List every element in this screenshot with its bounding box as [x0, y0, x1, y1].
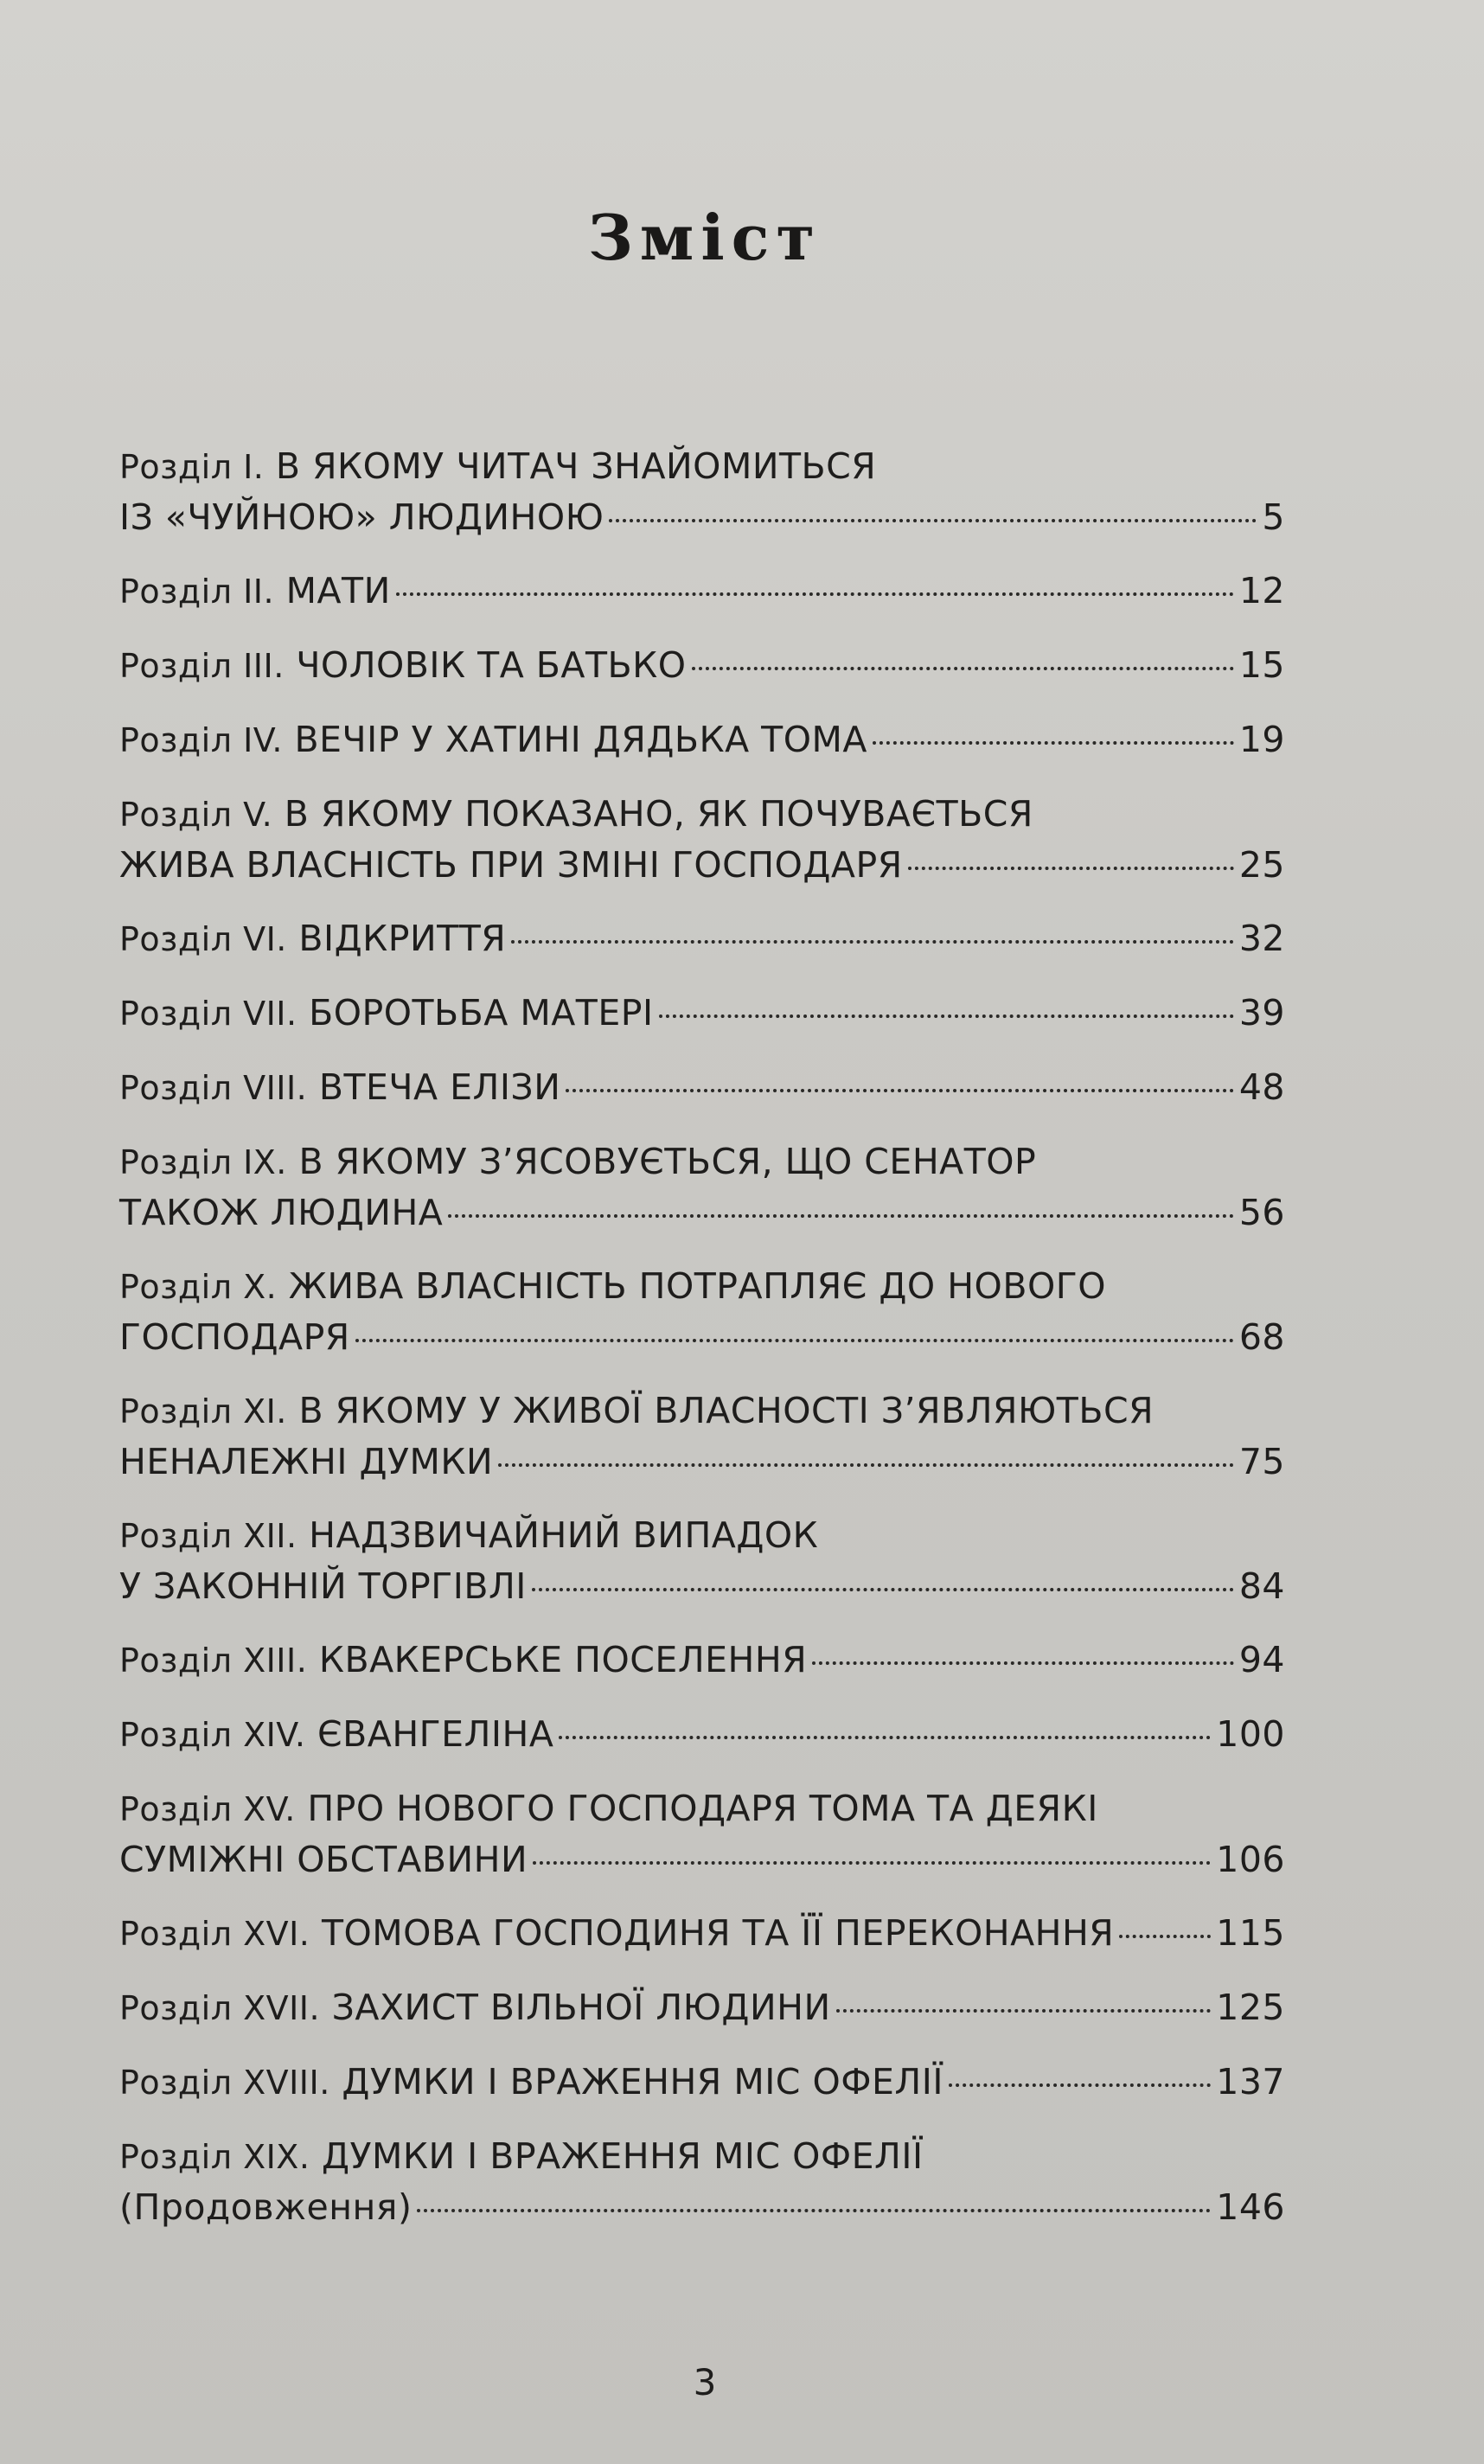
dot-leader [355, 1339, 1234, 1342]
toc-entry-title [119, 840, 903, 890]
toc-entry-line: ТАКОЖ ЛЮДИНА [119, 1192, 444, 1233]
toc-entry [119, 640, 1285, 691]
toc-entry-title [119, 793, 1033, 835]
toc-entry-prefix: Розділ XI. [119, 1392, 287, 1430]
toc-entry-last-line [119, 840, 1285, 890]
toc-entry-line: ДУМКИ І ВРАЖЕННЯ МІС ОФЕЛІЇ [321, 2135, 924, 2177]
toc-entry-title [119, 1709, 553, 1760]
toc-entry-line: ГОСПОДАРЯ [119, 1316, 350, 1358]
table-of-contents [119, 441, 1285, 2256]
toc-entry-page: 25 [1238, 844, 1285, 886]
toc-entry-last-line [119, 492, 1285, 542]
toc-entry-title [119, 640, 687, 691]
toc-entry [119, 1635, 1285, 1686]
toc-entry-line: (Продовження) [119, 2186, 413, 2228]
toc-entry-title [119, 1514, 818, 1556]
toc-entry [119, 1386, 1285, 1487]
toc-entry-title [119, 988, 654, 1039]
toc-entry [119, 441, 1285, 542]
dot-leader [566, 1089, 1233, 1092]
toc-entry-prefix: Розділ VII. [119, 995, 297, 1033]
toc-entry-last-line [119, 1561, 1285, 1611]
dot-leader [559, 1736, 1211, 1739]
toc-entry-line: ВЕЧІР У ХАТИНІ ДЯДЬКА ТОМА [294, 719, 867, 760]
toc-entry-title [119, 1635, 807, 1686]
toc-entry-page: 39 [1238, 992, 1285, 1034]
toc-entry-prefix: Розділ XII. [119, 1517, 297, 1555]
toc-entry-last-line [119, 1982, 1285, 2033]
toc-entry-line: БОРОТЬБА МАТЕРІ [309, 992, 654, 1034]
toc-entry [119, 1709, 1285, 1760]
toc-entry-last-line [119, 566, 1285, 617]
toc-entry-line: ВТЕЧА ЕЛІЗИ [318, 1066, 561, 1108]
toc-entry-title [119, 1437, 493, 1487]
toc-entry-last-line [119, 640, 1285, 691]
toc-entry-line: ЖИВА ВЛАСНІСТЬ ПРИ ЗМІНІ ГОСПОДАРЯ [119, 844, 903, 886]
dot-leader [533, 1861, 1211, 1865]
toc-entry-prefix: Розділ IV. [119, 721, 283, 759]
page-title: Зміст [587, 201, 822, 274]
toc-entry [119, 988, 1285, 1039]
toc-entry-page: 137 [1216, 2061, 1285, 2102]
toc-entry-last-line [119, 1312, 1285, 1362]
toc-entry-last-line [119, 1635, 1285, 1686]
toc-entry-line: ВІДКРИТТЯ [298, 918, 507, 959]
toc-entry-last-line [119, 2182, 1285, 2232]
dot-leader [498, 1463, 1234, 1467]
toc-entry-page: 146 [1216, 2186, 1285, 2228]
toc-entry-last-line [119, 1062, 1285, 1113]
dot-leader [908, 867, 1234, 870]
toc-entry [119, 1261, 1285, 1362]
dot-leader [949, 2083, 1211, 2087]
toc-entry-line: ЧОЛОВІК ТА БАТЬКО [296, 644, 687, 686]
toc-entry-title [119, 1141, 1036, 1182]
toc-entry-line-row [119, 441, 1285, 492]
toc-entry-line: В ЯКОМУ З’ЯСОВУЄТЬСЯ, ЩО СЕНАТОР [298, 1141, 1037, 1182]
toc-entry-page: 12 [1238, 570, 1285, 611]
toc-entry [119, 789, 1285, 890]
toc-entry-title [119, 714, 867, 765]
toc-entry-line: ЖИВА ВЛАСНІСТЬ ПОТРАПЛЯЄ ДО НОВОГО [288, 1265, 1106, 1307]
toc-entry [119, 1783, 1285, 1885]
toc-entry [119, 2131, 1285, 2232]
toc-entry-title [119, 1312, 350, 1362]
toc-entry-line: НЕНАЛЕЖНІ ДУМКИ [119, 1441, 494, 1482]
toc-entry-title [119, 1788, 1098, 1829]
toc-entry-line-row [119, 1136, 1285, 1187]
toc-entry-title [119, 1834, 528, 1885]
toc-entry-line: В ЯКОМУ У ЖИВОЇ ВЛАСНОСТІ З’ЯВЛЯЮТЬСЯ [298, 1390, 1155, 1431]
toc-entry-title [119, 1265, 1106, 1307]
toc-entry-last-line [119, 1187, 1285, 1238]
toc-entry-line: В ЯКОМУ ПОКАЗАНО, ЯК ПОЧУВАЄТЬСЯ [284, 793, 1033, 835]
dot-leader [532, 1588, 1234, 1591]
toc-entry-prefix: Розділ X. [119, 1268, 278, 1306]
toc-entry-line: У ЗАКОННІЙ ТОРГІВЛІ [119, 1565, 527, 1607]
toc-entry-prefix: Розділ I. [119, 448, 265, 486]
toc-entry-last-line [119, 1709, 1285, 1760]
toc-entry-line: ДУМКИ І ВРАЖЕННЯ МІС ОФЕЛІЇ [342, 2061, 943, 2102]
toc-entry-title [119, 1062, 560, 1113]
toc-entry-last-line [119, 988, 1285, 1039]
toc-entry-page: 32 [1238, 918, 1285, 959]
toc-entry [119, 913, 1285, 964]
toc-entry-line-row [119, 2131, 1285, 2182]
toc-entry-line: МАТИ [285, 570, 391, 611]
toc-entry [119, 2057, 1285, 2108]
toc-entry-prefix: Розділ XVII. [119, 1989, 321, 2027]
toc-entry [119, 1908, 1285, 1959]
toc-entry-last-line [119, 714, 1285, 765]
toc-entry-prefix: Розділ XIV. [119, 1716, 306, 1754]
toc-entry-prefix: Розділ VIII. [119, 1069, 308, 1107]
toc-entry-last-line [119, 913, 1285, 964]
dot-leader [511, 940, 1234, 944]
toc-entry-title [119, 1187, 443, 1238]
toc-entry-page: 115 [1216, 1912, 1285, 1954]
dot-leader [873, 741, 1234, 745]
toc-entry-page: 94 [1238, 1639, 1285, 1680]
toc-entry-line: ЄВАНГЕЛІНА [317, 1713, 554, 1755]
toc-entry-prefix: Розділ XVI. [119, 1915, 310, 1953]
dot-leader [692, 667, 1234, 670]
toc-entry-line: ПРО НОВОГО ГОСПОДАРЯ ТОМА ТА ДЕЯКІ [307, 1788, 1098, 1829]
toc-entry-prefix: Розділ XVIII. [119, 2064, 330, 2102]
toc-entry-last-line [119, 1908, 1285, 1959]
toc-entry-title [119, 2182, 412, 2232]
toc-entry-prefix: Розділ XIII. [119, 1642, 308, 1680]
toc-entry-page: 56 [1238, 1192, 1285, 1233]
toc-entry-title [119, 2135, 924, 2177]
toc-entry-page: 100 [1216, 1713, 1285, 1755]
toc-entry-page: 19 [1238, 719, 1285, 760]
dot-leader [417, 2209, 1211, 2212]
toc-entry-line: ЗАХИСТ ВІЛЬНОЇ ЛЮДИНИ [331, 1987, 831, 2028]
toc-entry-line-row [119, 1261, 1285, 1312]
toc-entry-line-row [119, 1510, 1285, 1561]
toc-entry [119, 1982, 1285, 2033]
toc-entry-page: 75 [1238, 1441, 1285, 1482]
toc-entry [119, 714, 1285, 765]
toc-entry-title [119, 1390, 1154, 1431]
toc-entry-line-row [119, 1783, 1285, 1834]
toc-entry [119, 1510, 1285, 1611]
page-number: 3 [693, 2361, 717, 2403]
toc-entry-line: В ЯКОМУ ЧИТАЧ ЗНАЙОМИТЬСЯ [275, 445, 877, 487]
toc-entry-title [119, 1982, 831, 2033]
toc-entry-last-line [119, 1437, 1285, 1487]
toc-entry-last-line [119, 1834, 1285, 1885]
toc-entry [119, 1136, 1285, 1238]
toc-entry-title [119, 492, 604, 542]
toc-entry-line: ІЗ «ЧУЙНОЮ» ЛЮДИНОЮ [119, 496, 604, 538]
toc-entry-title [119, 566, 391, 617]
toc-entry-prefix: Розділ VI. [119, 920, 287, 958]
toc-entry-prefix: Розділ III. [119, 647, 285, 685]
toc-entry-page: 5 [1262, 496, 1285, 538]
toc-entry-title [119, 1908, 1114, 1959]
toc-entry-page: 84 [1238, 1565, 1285, 1607]
dot-leader [396, 592, 1234, 596]
toc-entry-line-row [119, 1386, 1285, 1437]
toc-entry-title [119, 2057, 943, 2108]
dot-leader [448, 1214, 1233, 1218]
dot-leader [659, 1014, 1234, 1018]
toc-entry-title [119, 913, 506, 964]
toc-entry-last-line [119, 2057, 1285, 2108]
toc-entry [119, 566, 1285, 617]
toc-entry-prefix: Розділ II. [119, 573, 275, 611]
toc-entry-line: КВАКЕРСЬКЕ ПОСЕЛЕННЯ [318, 1639, 808, 1680]
toc-entry-page: 15 [1238, 644, 1285, 686]
dot-leader [812, 1661, 1234, 1665]
toc-entry-page: 106 [1216, 1839, 1285, 1880]
toc-entry-title [119, 1561, 527, 1611]
dot-leader [609, 519, 1257, 522]
toc-entry-line: ТОМОВА ГОСПОДИНЯ ТА ЇЇ ПЕРЕКОНАННЯ [321, 1912, 1115, 1954]
toc-entry-page: 125 [1216, 1987, 1285, 2028]
toc-entry-prefix: Розділ XV. [119, 1790, 296, 1828]
toc-entry-line: СУМІЖНІ ОБСТАВИНИ [119, 1839, 528, 1880]
toc-entry [119, 1062, 1285, 1113]
toc-entry-title [119, 445, 876, 487]
dot-leader [836, 2009, 1212, 2013]
dot-leader [1119, 1935, 1211, 1938]
toc-entry-prefix: Розділ XIX. [119, 2138, 310, 2176]
toc-entry-page: 48 [1238, 1066, 1285, 1108]
toc-entry-line-row [119, 789, 1285, 840]
toc-entry-prefix: Розділ IX. [119, 1143, 287, 1181]
toc-entry-prefix: Розділ V. [119, 796, 273, 834]
toc-entry-line: НАДЗВИЧАЙНИЙ ВИПАДОК [309, 1514, 819, 1556]
toc-entry-page: 68 [1238, 1316, 1285, 1358]
